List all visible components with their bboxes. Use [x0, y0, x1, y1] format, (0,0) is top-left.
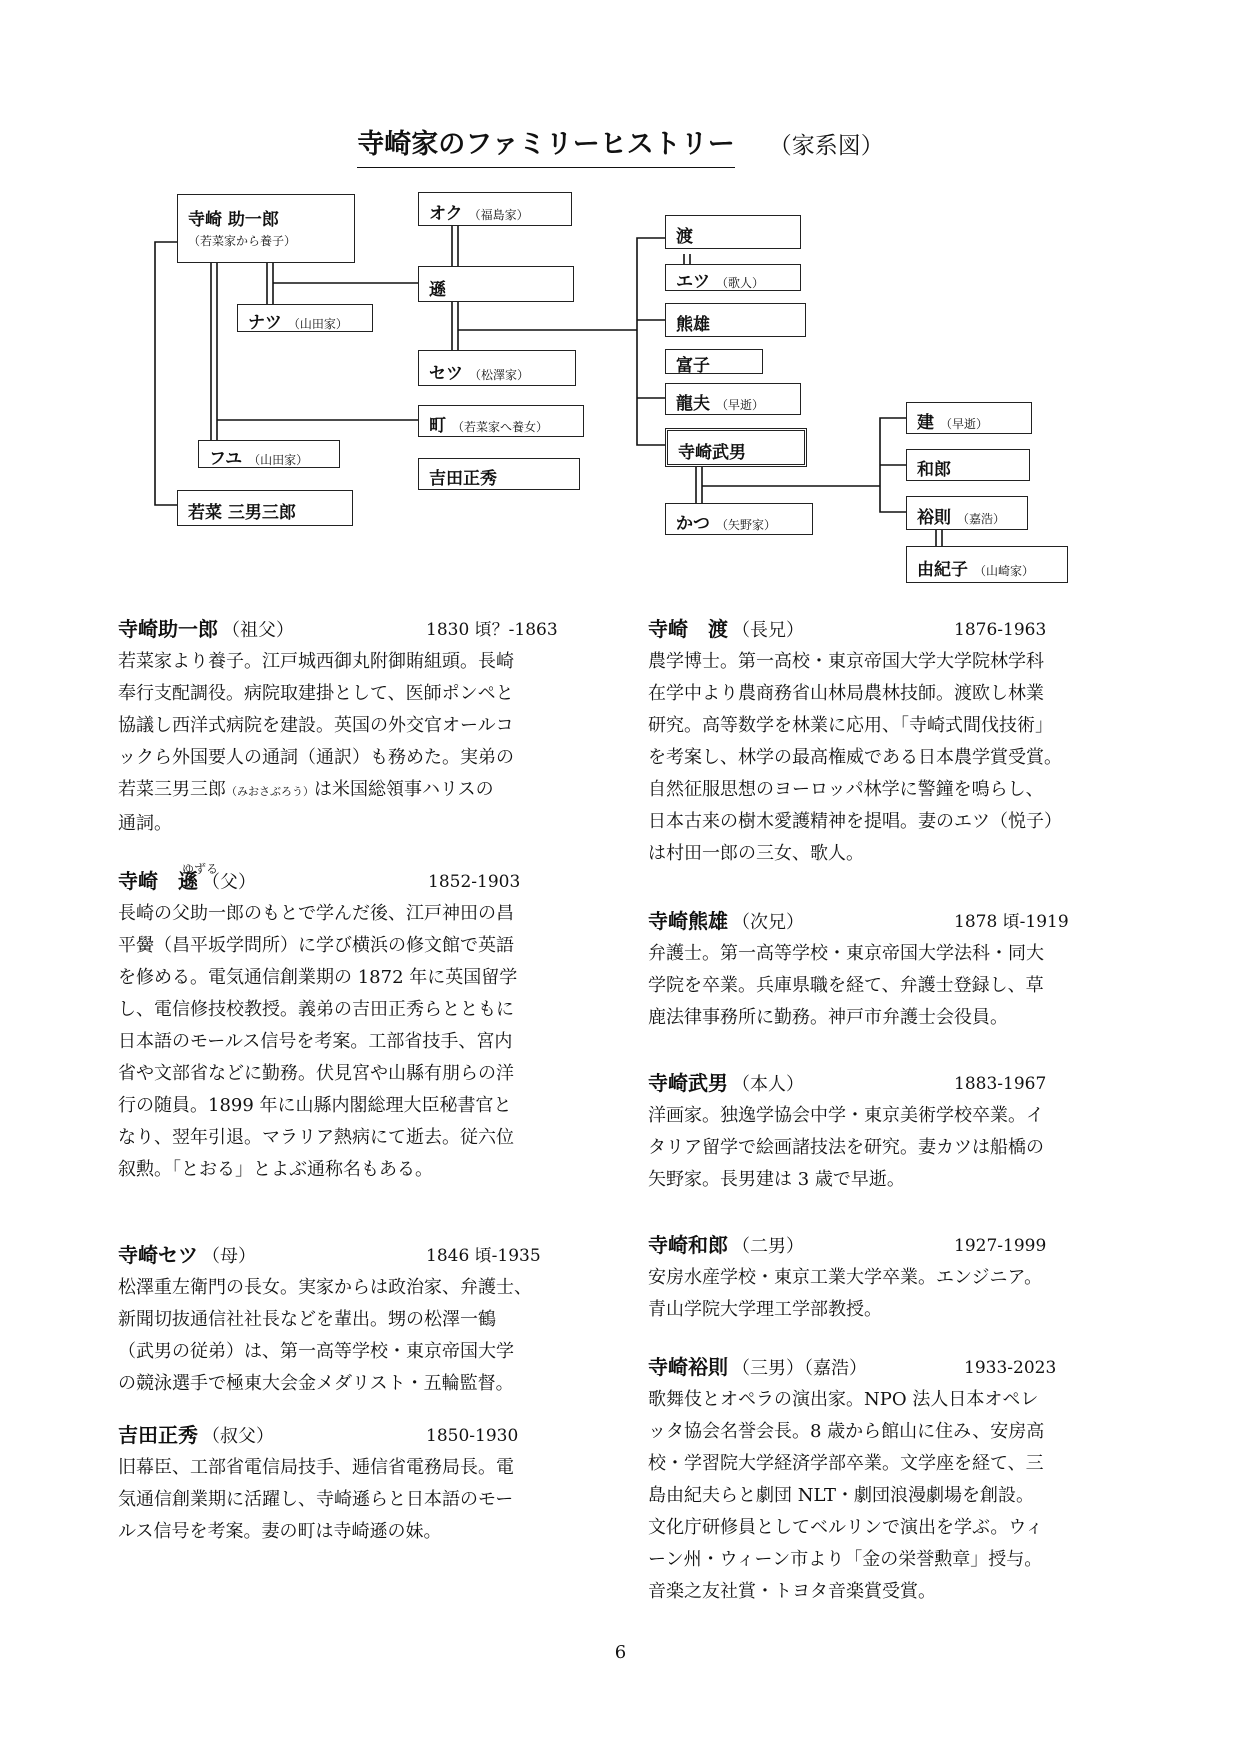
- tree-node-note: （嘉浩）: [957, 512, 1006, 526]
- bio-years: 1883-1967: [954, 1074, 1047, 1094]
- tree-node-note: （早逝）: [716, 398, 765, 412]
- text-line: 研究。高等数学を林業に応用、「寺崎式間伐技術」: [648, 715, 1053, 736]
- bio-name: [118, 865, 256, 894]
- bio-ruby: ゆずる: [182, 862, 219, 876]
- tree-node-name: 由紀子: [917, 560, 968, 580]
- tree-node-name: 若菜 三男三郎: [188, 503, 296, 523]
- bio-years: 1830 頃？-1863: [426, 620, 558, 640]
- bio-header: [118, 864, 598, 898]
- bio-role: （二男）: [732, 1236, 804, 1257]
- tree-node-natsu: [237, 304, 373, 332]
- tree-node-note: （山崎家）: [974, 564, 1035, 578]
- tree-node-note: （松澤家）: [469, 368, 530, 382]
- tree-node-note: （山田家）: [287, 317, 348, 331]
- tree-node-note: （福島家）: [468, 208, 529, 222]
- tree-node-name: 和郎: [917, 460, 951, 480]
- text-line: 寺崎助一郎: [118, 617, 218, 641]
- tree-node-name: フユ: [209, 449, 243, 469]
- text-line: 協議し西洋式病院を建設。英国の外交官オールコ: [118, 715, 514, 736]
- tree-node-name: オク: [429, 204, 463, 224]
- tree-node-machi: [418, 405, 584, 437]
- bio-header: [648, 1066, 1128, 1100]
- text-line: ーン州・ウィーン市より「金の栄誉勲章」授与。: [648, 1549, 1043, 1570]
- bio-text: [118, 646, 598, 840]
- text-line: 省や文部省などに勤務。伏見宮や山縣有朋らの洋: [118, 1063, 514, 1084]
- text-line: 島由紀夫らと劇団 NLT・劇団浪漫劇場を創設。: [648, 1485, 1034, 1506]
- text-line: ルス信号を考案。妻の町は寺崎遜の妹。: [118, 1521, 442, 1542]
- bio-text: [118, 898, 598, 1186]
- text-line: なり、翌年引退。マラリア熱病にて逝去。従六位: [118, 1127, 514, 1148]
- text-line: 鹿法律事務所に勤務。神戸市弁護士会役員。: [648, 1007, 1008, 1028]
- text-line: 若菜三男三郎: [118, 779, 226, 800]
- text-line: 新聞切抜通信社社長などを輩出。甥の松澤一鶴: [118, 1309, 496, 1330]
- bio-text: [648, 1262, 1128, 1326]
- text-line: ックら外国要人の通詞（通訳）も務めた。実弟の: [118, 747, 514, 768]
- tree-node-name: かつ: [676, 514, 710, 534]
- text-line: 寺崎和郎: [648, 1233, 728, 1257]
- bio-text: [118, 1452, 598, 1548]
- text-line: 農学博士。第一高校・東京帝国大学大学院林学科: [648, 651, 1044, 672]
- text-line: 学院を卒業。兵庫県職を経て、弁護士登録し、草: [648, 975, 1044, 996]
- text-line: し、電信修技校教授。義弟の吉田正秀らとともに: [118, 999, 514, 1020]
- text-line: を修める。電気通信創業期の 1872 年に英国留学: [118, 967, 518, 988]
- bio-hironori: [648, 1350, 1128, 1608]
- text-line: 奉行支配調役。病院取建掛として、医師ポンペと: [118, 683, 514, 704]
- text-line: 通詞。: [118, 813, 172, 834]
- bio-years: 1878 頃-1919: [954, 912, 1069, 932]
- tree-node-ken: [906, 402, 1032, 434]
- text-line: 安房水産学校・東京工業大学卒業。エンジニア。: [648, 1267, 1043, 1288]
- tree-node-note: （山田家）: [248, 453, 309, 467]
- bio-role: （長兄）: [732, 620, 804, 641]
- tree-node-katsu: [665, 503, 813, 535]
- tree-node-name: 熊雄: [676, 315, 710, 335]
- bio-kazuo: [648, 1228, 1128, 1326]
- text-line: 校・学習院大学経済学部卒業。文学座を経て、三: [648, 1453, 1044, 1474]
- tree-node-yoshida: [418, 458, 580, 490]
- tree-node-name: 渡: [676, 227, 693, 247]
- text-line: 弁護士。第一高等学校・東京帝国大学法科・同大: [648, 943, 1044, 964]
- bio-header: [648, 612, 1128, 646]
- text-line: 洋画家。独逸学協会中学・東京美術学校卒業。イ: [648, 1105, 1044, 1126]
- bio-name: [648, 1229, 804, 1258]
- bio-role: （母）: [202, 1246, 256, 1267]
- bio-role: （本人）: [732, 1074, 804, 1095]
- bio-text: [648, 1384, 1128, 1608]
- bio-suke: [118, 612, 598, 840]
- text-line: 自然征服思想のヨーロッパ林学に警鐘を鳴らし、: [648, 779, 1044, 800]
- bio-role: （次兄）: [732, 912, 804, 933]
- tree-node-etsu: [665, 264, 801, 291]
- tree-node-name: 寺崎武男: [678, 443, 746, 463]
- text-line: 日本語のモールス信号を考案。工部省技手、宮内: [118, 1031, 513, 1052]
- tree-node-tomiko: [665, 349, 763, 374]
- text-line: 在学中より農商務省山林局農林技師。渡欧し林業: [648, 683, 1044, 704]
- text-line: （みおさぶろう）: [226, 785, 314, 798]
- text-line: 平黌（昌平坂学問所）に学び横浜の修文館で英語: [118, 935, 514, 956]
- tree-node-name: 龍夫: [676, 394, 710, 414]
- bio-header: [118, 1418, 598, 1452]
- bio-years: 1933-2023: [964, 1358, 1057, 1378]
- text-line: 行の随員。1899 年に山縣内閣総理大臣秘書官と: [118, 1095, 512, 1116]
- text-line: 寺崎 渡: [648, 617, 728, 641]
- tree-node-name: 町: [429, 416, 446, 436]
- bio-yuzuru: [118, 864, 598, 1186]
- tree-node-note: （矢野家）: [716, 518, 777, 532]
- bio-name: [118, 1419, 274, 1448]
- text-line: 寺崎セツ: [118, 1243, 198, 1267]
- bio-header: [118, 612, 598, 646]
- text-line: 文化庁研修員としてベルリンで演出を学ぶ。ウィ: [648, 1517, 1044, 1538]
- text-line: 若菜家より養子。江戸城西御丸附御賄組頭。長崎: [118, 651, 514, 672]
- bio-name: [648, 905, 804, 934]
- bio-header: [118, 1238, 598, 1272]
- tree-node-note: （若菜家から養子）: [188, 234, 297, 248]
- tree-node-yukiko: [906, 546, 1068, 583]
- tree-node-tatsuo: [665, 383, 801, 415]
- page-subtitle: （家系図）: [768, 133, 884, 159]
- bio-years: 1876-1963: [954, 620, 1047, 640]
- text-line: 日本古来の樹木愛護精神を提唱。妻のエツ（悦子）: [648, 811, 1062, 832]
- tree-node-yuzuru: [418, 266, 574, 302]
- tree-node-note: （歌人）: [716, 276, 765, 290]
- tree-node-takeo: [665, 428, 807, 467]
- bio-role: （父）: [202, 872, 256, 893]
- tree-node-name: 富子: [676, 356, 710, 376]
- bio-text: [648, 938, 1128, 1034]
- text-line: ッタ協会名誉会長。8 歳から館山に住み、安房高: [648, 1421, 1045, 1442]
- tree-node-name: 裕則: [917, 508, 951, 528]
- text-line: 旧幕臣、工部省電信局技手、逓信省電務局長。電: [118, 1457, 514, 1478]
- bio-takeo: [648, 1066, 1128, 1196]
- bio-setsu: [118, 1238, 598, 1400]
- bio-years: 1927-1999: [954, 1236, 1047, 1256]
- bio-years: 1852-1903: [428, 872, 521, 892]
- text-line: の競泳選手で極東大会金メダリスト・五輪監督。: [118, 1373, 514, 1394]
- bio-role: （祖父）: [222, 620, 294, 641]
- tree-node-wakana: [177, 490, 353, 526]
- tree-node-hironori: [906, 496, 1028, 530]
- text-line: 気通信創業期に活躍し、寺崎遜らと日本語のモー: [118, 1489, 514, 1510]
- tree-node-name: 吉田正秀: [429, 469, 497, 489]
- bio-header: [648, 904, 1128, 938]
- tree-node-name: ナツ: [248, 313, 282, 333]
- text-line: 寺崎 遜: [118, 869, 198, 893]
- bio-name: [118, 613, 294, 642]
- tree-node-kazuo: [906, 449, 1030, 481]
- text-line: 寺崎熊雄: [648, 909, 728, 933]
- bio-yoshida: [118, 1418, 598, 1548]
- text-line: 音楽之友社賞・トヨタ音楽賞受賞。: [648, 1581, 936, 1602]
- tree-node-name: 寺崎 助一郎: [188, 210, 279, 230]
- text-line: 歌舞伎とオペラの演出家。NPO 法人日本オペレ: [648, 1389, 1039, 1410]
- bio-header: [648, 1350, 1128, 1384]
- bio-text: [648, 646, 1128, 870]
- text-line: 寺崎武男: [648, 1071, 728, 1095]
- text-line: 寺崎裕則: [648, 1355, 728, 1379]
- tree-node-setsu: [418, 350, 576, 386]
- text-line: は村田一郎の三女、歌人。: [648, 843, 864, 864]
- page-number: 6: [614, 1642, 627, 1663]
- bio-name: [648, 1351, 867, 1380]
- tree-node-name: 遜: [429, 280, 446, 300]
- tree-node-fuyu: [198, 440, 340, 468]
- bio-role: （叔父）: [202, 1426, 274, 1447]
- text-line: （武男の従弟）は、第一高等学校・東京帝国大学: [118, 1341, 514, 1362]
- tree-node-oku: [418, 192, 572, 226]
- text-line: 松澤重左衛門の長女。実家からは政治家、弁護士、: [118, 1277, 532, 1298]
- text-line: を考案し、林学の最高権威である日本農学賞受賞。: [648, 747, 1062, 768]
- text-line: 矢野家。長男建は 3 歳で早逝。: [648, 1169, 905, 1190]
- bio-years: 1846 頃-1935: [426, 1246, 541, 1266]
- text-line: は米国総領事ハリスの: [314, 779, 494, 800]
- bio-role: （三男）（嘉浩）: [732, 1358, 867, 1379]
- bio-name: [648, 613, 804, 642]
- text-line: 長崎の父助一郎のもとで学んだ後、江戸神田の昌: [118, 903, 514, 924]
- bio-name: [648, 1067, 804, 1096]
- tree-node-name: セツ: [429, 364, 463, 384]
- bio-years: 1850-1930: [426, 1426, 519, 1446]
- tree-node-note: （早逝）: [940, 417, 989, 431]
- tree-node-name: エツ: [676, 272, 710, 292]
- tree-node-note: （若菜家へ養女）: [452, 420, 549, 434]
- tree-node-suke: [177, 194, 355, 263]
- bio-name: [118, 1239, 256, 1268]
- text-line: タリア留学で絵画諸技法を研究。妻カツは船橋の: [648, 1137, 1044, 1158]
- page-title: 寺崎家のファミリーヒストリー: [357, 122, 734, 168]
- text-line: 叙勲。「とおる」とよぶ通称名もある。: [118, 1159, 433, 1180]
- bio-text: [118, 1272, 598, 1400]
- tree-node-kumao: [665, 303, 806, 337]
- bio-header: [648, 1228, 1128, 1262]
- text-line: 青山学院大学理工学部教授。: [648, 1299, 882, 1320]
- text-line: 吉田正秀: [118, 1423, 198, 1447]
- tree-node-name: 建: [917, 413, 934, 433]
- tree-node-wataru: [665, 215, 801, 249]
- bio-wataru: [648, 612, 1128, 870]
- bio-text: [648, 1100, 1128, 1196]
- bio-kumao: [648, 904, 1128, 1034]
